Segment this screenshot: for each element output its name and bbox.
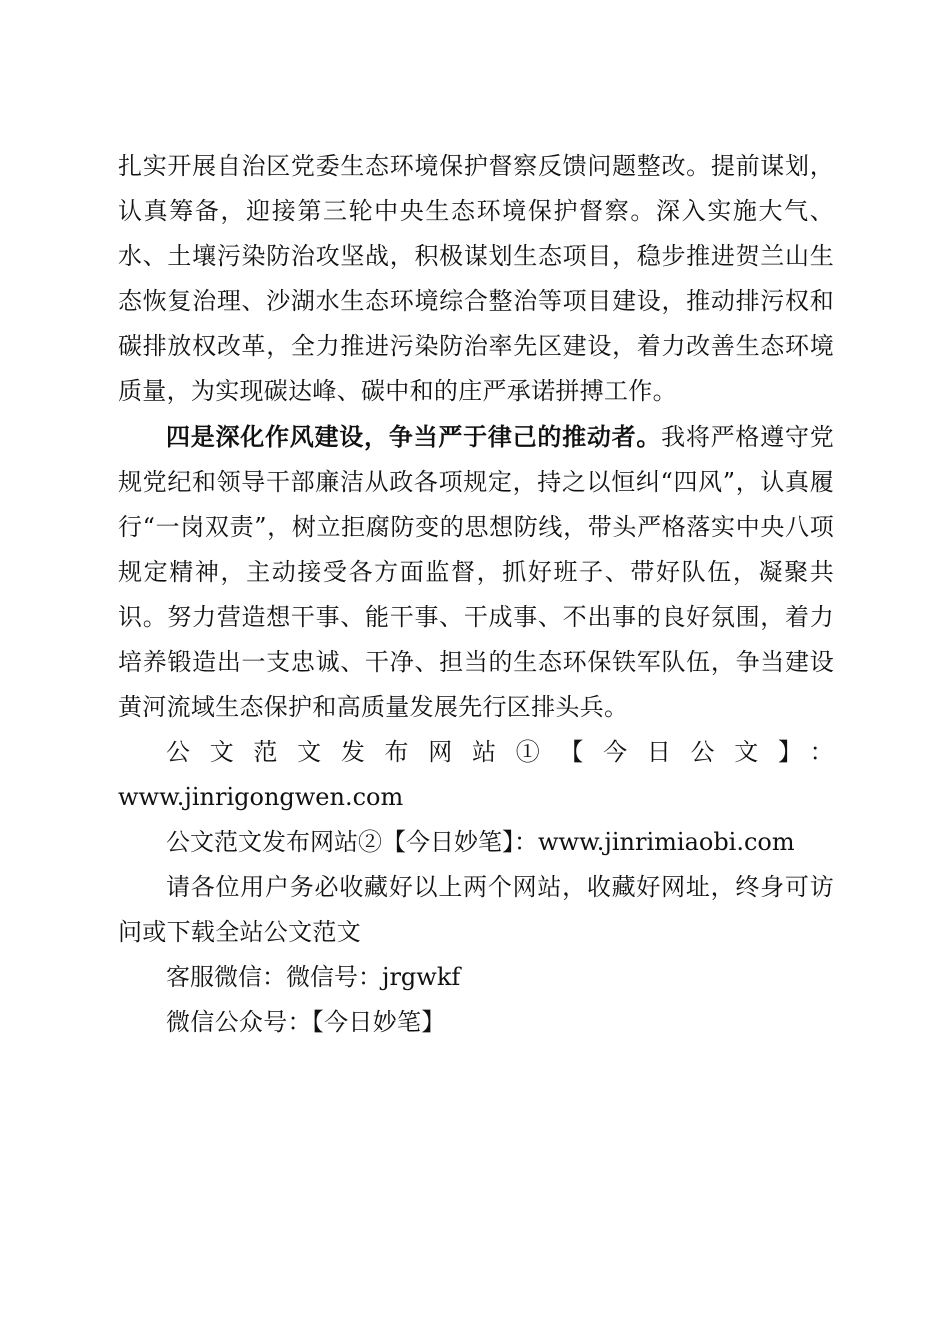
official-account: 微信公众号：【今日妙笔】 <box>166 1008 446 1036</box>
document-page <box>118 144 834 1045</box>
paragraph-conduct <box>118 414 834 730</box>
paragraph-conduct-body: 我将严格遵守党规党纪和领导干部廉洁从政各项规定，持之以恒纠“四风”，认真履行“一岗双责”，树立拒腐防变的思想防线，带头严格落实中央八项规定精神，主动接受各方面监督，抓好班子、带好队伍，凝聚共识。努力营造想干事、能干事、干成事、不出事的良好氛围，着力培养锻造出一支忠诚、干净、担当的生态环保铁军队伍，争当建设黄河流域生态保护和高质量发展先行区排头兵。 <box>118 423 834 721</box>
service-wechat: 客服微信：微信号：jrgwkf <box>166 963 461 991</box>
paragraph-ecology: 扎实开展自治区党委生态环境保护督察反馈问题整改。提前谋划，认真筹备，迎接第三轮中央生态环境保护督察。深入实施大气、水、土壤污染防治攻坚战，积极谋划生态项目，稳步推进贺兰山生态恢复治理、沙湖水生态环境综合整治等项目建设，推动排污权和碳排放权改革，全力推进污染防治率先区建设，着力改善生态环境质量，为实现碳达峰、碳中和的庄严承诺拼搏工作。 <box>118 152 834 405</box>
notice-text: 请各位用户务必收藏好以上两个网站，收藏好网址，终身可访问或下载全站公文范文 <box>118 873 834 946</box>
site2-line[interactable]: 公文范文发布网站②【今日妙笔】：www.jinrimiaobi.com <box>166 828 795 856</box>
site1-label: 公文范文发布网站①【今日公文】： <box>166 738 834 766</box>
paragraph-conduct-heading: 四是深化作风建设，争当严于律己的推动者。 <box>166 422 662 451</box>
site1-url-link[interactable]: www.jinrigongwen.com <box>118 783 404 811</box>
